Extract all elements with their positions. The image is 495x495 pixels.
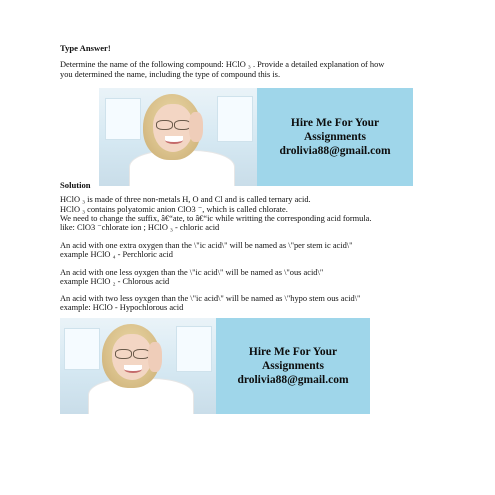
solution-line-3: We need to change the suffix, â€“ate, to â€“ic while writting the corresponding acid formula. [60,214,372,223]
hire-me-banner-bottom [60,318,370,414]
rule-3-line-1: An acid with two less oyxgen than the \"ic acid\" will be named as \"hypo stem ous acid\" [60,294,361,303]
hand [148,342,162,372]
ad-email: drolivia88@gmail.com [237,374,349,386]
question-line-1: Determine the name of the following compound: HClO ₃ . Provide a detailed explanation of how [60,60,385,69]
solution-line-1: HClO ₃ is made of three non-metals H, O and Cl and is called ternary acid. [60,195,311,204]
rule-2-line-2: example HClO ₂ - Chlorous acid [60,277,170,286]
background-window [105,98,141,140]
solution-title: Solution [60,180,91,190]
background-window [217,96,253,142]
background-window [64,328,100,370]
solution-line-4: like: ClO3 ⁻chlorate ion ; HClO ₃ - chloric acid [60,223,220,232]
ad-line-2: Assignments [304,131,366,143]
rule-3-line-2: example: HClO - Hypochlorous acid [60,303,184,312]
rule-1-line-2: example HClO ₄ - Perchloric acid [60,250,173,259]
type-answer-heading: Type Answer! [60,43,111,53]
hire-me-banner-top [99,88,413,186]
ad-line-2: Assignments [262,360,324,372]
woman-photo [60,318,216,414]
rule-1-line-1: An acid with one extra oxygen than the \"ic acid\" will be named as \"per stem ic acid\" [60,241,353,250]
glasses-icon [156,120,173,130]
ad-line-1: Hire Me For Your [290,117,380,129]
hire-me-ad [216,318,370,414]
question-line-2: you determined the name, including the type of compound this is. [60,70,281,79]
background-window [176,326,212,372]
hand [189,112,203,142]
ad-email: drolivia88@gmail.com [279,145,391,157]
ad-line-1: Hire Me For Your [248,346,338,358]
smile [165,136,183,144]
rule-2-line-1: An acid with one less oyxgen than the \"ic acid\" will be named as \"ous acid\" [60,268,324,277]
woman-photo [99,88,257,186]
glasses-icon [115,349,132,359]
solution-line-2: HClO ₃ contains polyatomic anion ClO3 ⁻, which is called chlorate. [60,205,288,214]
hire-me-ad [257,88,413,186]
smile [124,365,142,373]
